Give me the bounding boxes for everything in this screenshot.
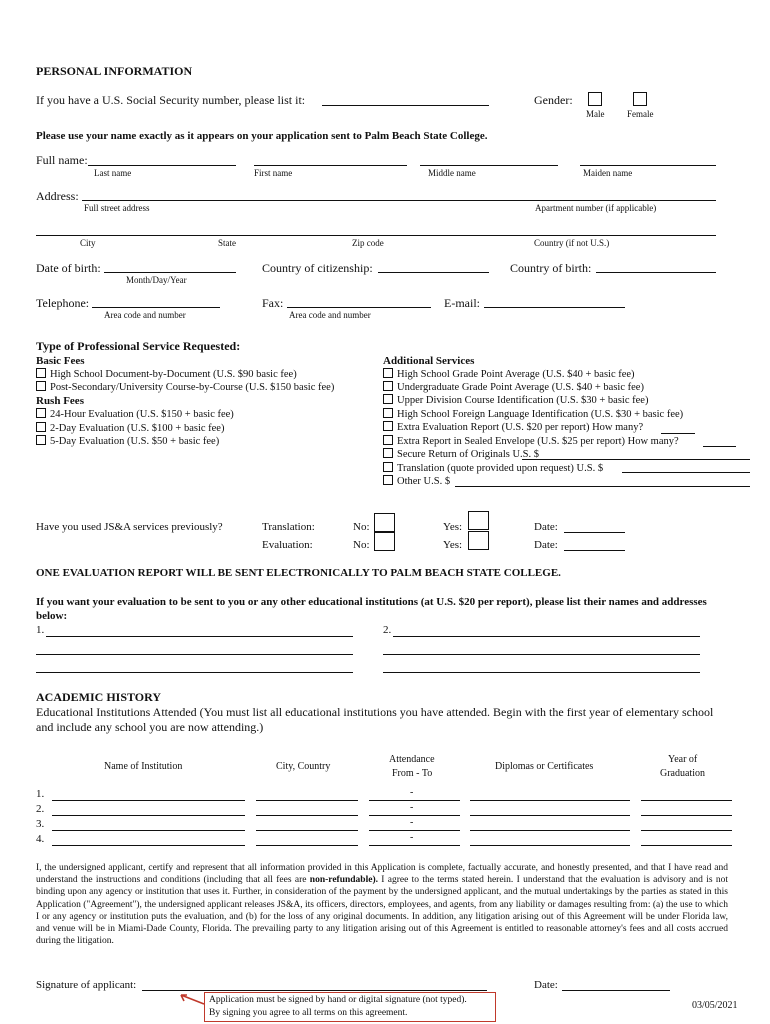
additional-option-7[interactable] — [383, 448, 539, 460]
recipient-1-line-2[interactable] — [36, 654, 353, 655]
recipient-1-line-1[interactable] — [46, 636, 353, 637]
address-label: Address: — [36, 189, 79, 203]
agreement-part-2: I agree to the terms stated herein. I understand that the evaluation is advisory and is not binding upon any agency or institution that uses it. Further, in consideration of the payment by the undersigned applicant, and the mutual undertakings by the parties as stated in this Application ("Agreement"), the undersigned applicant releases JS&A, its officers, directors, employees, and agents, from any liability or damages resulting from: (a) the use to which I or any agency or institution puts the evaluation, and (b) for the loss of any original documents. In addition, any litigation arising out of this Agreement will be under Florida law, and venue will be in Miami-Dade County, Florida. The prevailing party to any litigation arising out of this Agreement is entitled to reasonable attorney's fees and all costs accrued during the litigation. — [36, 875, 729, 947]
checkbox-icon[interactable] — [36, 408, 46, 418]
option-label: Undergraduate Grade Point Average (U.S. $40 + basic fee) — [397, 382, 644, 393]
last-name-hint: Last name — [94, 168, 132, 178]
city-country-field[interactable] — [256, 845, 358, 846]
option-label: 5-Day Evaluation (U.S. $50 + basic fee) — [50, 436, 220, 447]
checkbox-icon[interactable] — [383, 368, 393, 378]
email-field[interactable] — [484, 307, 625, 308]
attendance-dash: - — [410, 802, 414, 813]
maiden-name-hint: Maiden name — [583, 168, 633, 178]
col-diplomas: Diplomas or Certificates — [495, 761, 594, 772]
option-label: High School Foreign Language Identification (U.S. $30 + basic fee) — [397, 409, 684, 420]
option-label: 2-Day Evaluation (U.S. $100 + basic fee) — [50, 423, 225, 434]
graduation-year-field[interactable] — [641, 845, 732, 846]
academic-row-number: 1. — [36, 788, 45, 800]
option-label: Secure Return of Originals U.S. $ — [397, 449, 540, 460]
signature-note — [204, 992, 496, 1022]
option-label: Translation (quote provided upon request) U.S. $ — [397, 463, 604, 474]
checkbox-icon[interactable] — [383, 462, 393, 472]
phone-hint: Area code and number — [104, 310, 186, 320]
street-field[interactable] — [82, 200, 716, 201]
checkbox-icon[interactable] — [383, 421, 393, 431]
maiden-name-field[interactable] — [580, 165, 716, 166]
arrow-icon — [176, 992, 206, 1008]
graduation-year-field[interactable] — [641, 830, 732, 831]
services-heading: Type of Professional Service Requested: — [36, 339, 241, 353]
institution-field[interactable] — [52, 830, 245, 831]
col-institution: Name of Institution — [104, 761, 183, 772]
agreement-text — [36, 862, 728, 947]
academic-heading: ACADEMIC HISTORY — [36, 690, 162, 704]
translation-no-checkbox[interactable] — [374, 513, 395, 532]
additional-option-9[interactable] — [383, 475, 450, 487]
col-year: Year of — [668, 754, 698, 765]
academic-row-number: 3. — [36, 818, 45, 830]
checkbox-icon[interactable] — [36, 381, 46, 391]
sealed-report-count-field[interactable] — [703, 446, 736, 447]
additional-option-4[interactable] — [383, 408, 683, 420]
first-name-hint: First name — [254, 168, 293, 178]
academic-intro: Educational Institutions Attended (You must list all educational institutions you have attended. Begin with the first year of elementary school and include any school you are now attending.) — [36, 705, 714, 734]
ssn-field[interactable] — [322, 105, 489, 106]
checkbox-icon[interactable] — [383, 435, 393, 445]
checkbox-icon[interactable] — [36, 435, 46, 445]
country-hint: Country (if not U.S.) — [534, 238, 610, 248]
checkbox-icon[interactable] — [383, 475, 393, 485]
city-country-field[interactable] — [256, 800, 358, 801]
signature-note-line-1: Application must be signed by hand or digital signature (not typed). — [209, 995, 467, 1005]
checkbox-icon[interactable] — [383, 381, 393, 391]
institution-field[interactable] — [52, 845, 245, 846]
email-label: E-mail: — [444, 296, 480, 310]
recipient-2-line-2[interactable] — [383, 654, 700, 655]
form-version-date: 03/05/2021 — [692, 1000, 738, 1011]
birth-country-field[interactable] — [596, 272, 716, 273]
diploma-field[interactable] — [470, 845, 630, 846]
option-label: High School Grade Point Average (U.S. $40 + basic fee) — [397, 369, 635, 380]
option-label: Other U.S. $ — [397, 476, 451, 487]
rush-fees-heading: Rush Fees — [36, 395, 84, 407]
translation-label: Translation: — [262, 521, 315, 533]
diploma-field[interactable] — [470, 815, 630, 816]
recipient-2-line-1[interactable] — [393, 636, 700, 637]
signature-date-label: Date: — [534, 979, 558, 991]
translation-yes-checkbox[interactable] — [468, 511, 489, 530]
attendance-field[interactable] — [369, 830, 460, 831]
first-name-field[interactable] — [254, 165, 407, 166]
option-label: Extra Evaluation Report (U.S. $20 per report) How many? — [397, 422, 644, 433]
fullname-label: Full name: — [36, 153, 88, 167]
street-hint: Full street address — [84, 203, 150, 213]
phone-field[interactable] — [92, 307, 220, 308]
additional-option-3[interactable] — [383, 394, 648, 406]
translation-no-label: No: — [353, 521, 370, 533]
evaluation-yes-checkbox[interactable] — [468, 531, 489, 550]
personal-heading: PERSONAL INFORMATION — [36, 64, 193, 78]
col-city-country: City, Country — [276, 761, 331, 772]
basic-option-2[interactable] — [36, 381, 334, 393]
evaluation-no-label: No: — [353, 539, 370, 551]
checkbox-icon[interactable] — [383, 448, 393, 458]
col-attendance: Attendance — [389, 754, 435, 765]
additional-option-2[interactable] — [383, 381, 644, 393]
checkbox-icon[interactable] — [36, 368, 46, 378]
electronic-notice: ONE EVALUATION REPORT WILL BE SENT ELECTRONICALLY TO PALM BEACH STATE COLLEGE. — [36, 567, 561, 579]
dob-field[interactable] — [104, 272, 236, 273]
fax-label: Fax: — [262, 296, 284, 310]
additional-option-6[interactable] — [383, 435, 679, 447]
female-label: Female — [627, 109, 654, 119]
gender-label: Gender: — [534, 93, 573, 107]
recipient-1-line-3[interactable] — [36, 672, 353, 673]
extra-report-count-field[interactable] — [661, 433, 695, 434]
city-country-field[interactable] — [256, 815, 358, 816]
translation-amount-field[interactable] — [622, 472, 750, 473]
middle-name-field[interactable] — [420, 165, 558, 166]
dob-label: Date of birth: — [36, 261, 101, 275]
apartment-hint: Apartment number (if applicable) — [535, 203, 657, 213]
option-label: Post-Secondary/University Course-by-Course (U.S. $150 basic fee) — [50, 382, 335, 393]
return-originals-field[interactable] — [522, 459, 750, 460]
attendance-field[interactable] — [369, 815, 460, 816]
address-number-2: 2. — [383, 624, 392, 636]
attendance-field[interactable] — [369, 845, 460, 846]
state-hint: State — [218, 238, 236, 248]
dob-hint: Month/Day/Year — [126, 275, 187, 285]
middle-name-hint: Middle name — [428, 168, 476, 178]
city-hint: City — [80, 238, 96, 248]
extra-reports-instructions: If you want your evaluation to be sent to you or any other educational institutions (at U.S. $20 per report), please list their names and addresses below: — [36, 596, 707, 622]
basic-fees-heading: Basic Fees — [36, 355, 85, 367]
male-label: Male — [586, 109, 605, 119]
diploma-field[interactable] — [470, 800, 630, 801]
previous-question: Have you used JS&A services previously? — [36, 521, 223, 533]
option-label: Extra Report in Sealed Envelope (U.S. $25 per report) How many? — [397, 436, 679, 447]
rush-option-2[interactable] — [36, 422, 224, 434]
zip-hint: Zip code — [352, 238, 384, 248]
basic-option-1[interactable] — [36, 368, 297, 380]
last-name-field[interactable] — [88, 165, 236, 166]
attendance-dash: - — [410, 832, 414, 843]
evaluation-no-checkbox[interactable] — [374, 532, 395, 551]
col-graduation: Graduation — [660, 768, 705, 779]
graduation-year-field[interactable] — [641, 815, 732, 816]
translation-yes-label: Yes: — [443, 521, 463, 533]
option-label: Upper Division Course Identification (U.S. $30 + basic fee) — [397, 395, 649, 406]
evaluation-label: Evaluation: — [262, 539, 313, 551]
institution-field[interactable] — [52, 815, 245, 816]
academic-row-number: 4. — [36, 833, 45, 845]
additional-option-8[interactable] — [383, 462, 603, 474]
city-state-field[interactable] — [36, 235, 716, 236]
citizenship-field[interactable] — [378, 272, 489, 273]
female-checkbox[interactable] — [633, 92, 647, 106]
male-checkbox[interactable] — [588, 92, 602, 106]
attendance-field[interactable] — [369, 800, 460, 801]
additional-option-1[interactable] — [383, 368, 635, 380]
other-amount-field[interactable] — [455, 486, 750, 487]
city-country-field[interactable] — [256, 830, 358, 831]
checkbox-icon[interactable] — [383, 394, 393, 404]
evaluation-date-field[interactable] — [564, 550, 625, 551]
option-label: 24-Hour Evaluation (U.S. $150 + basic fee) — [50, 409, 234, 420]
option-label: High School Document-by-Document (U.S. $90 basic fee) — [50, 369, 297, 380]
attendance-dash: - — [410, 787, 414, 798]
checkbox-icon[interactable] — [383, 408, 393, 418]
rush-option-3[interactable] — [36, 435, 219, 447]
academic-row-number: 2. — [36, 803, 45, 815]
translation-date-label: Date: — [534, 521, 558, 533]
fax-hint: Area code and number — [289, 310, 371, 320]
birth-country-label: Country of birth: — [510, 261, 592, 275]
signature-label: Signature of applicant: — [36, 979, 137, 991]
attendance-dash: - — [410, 817, 414, 828]
address-number-1: 1. — [36, 624, 45, 636]
evaluation-yes-label: Yes: — [443, 539, 463, 551]
col-from-to: From - To — [392, 768, 433, 779]
checkbox-icon[interactable] — [36, 422, 46, 432]
ssn-label: If you have a U.S. Social Security number, please list it: — [36, 93, 306, 107]
citizenship-label: Country of citizenship: — [262, 261, 373, 275]
agreement-part-1: I, the undersigned applicant, certify and represent that all information provided in this Application is complete, factually accurate, and honestly presented, and that I have read and understand the instructions and conditions (including that all fees are — [36, 863, 728, 886]
fax-field[interactable] — [287, 307, 431, 308]
name-note: Please use your name exactly as it appears on your application sent to Palm Beach State College. — [36, 130, 488, 142]
additional-option-5[interactable] — [383, 421, 643, 433]
rush-option-1[interactable] — [36, 408, 234, 420]
signature-note-line-2: By signing you agree to all terms on this agreement. — [209, 1008, 408, 1018]
phone-label: Telephone: — [36, 296, 90, 310]
translation-date-field[interactable] — [564, 532, 625, 533]
institution-field[interactable] — [52, 800, 245, 801]
graduation-year-field[interactable] — [641, 800, 732, 801]
signature-field[interactable] — [142, 990, 487, 991]
evaluation-date-label: Date: — [534, 539, 558, 551]
agreement-bold: non-refundable). — [309, 875, 378, 886]
diploma-field[interactable] — [470, 830, 630, 831]
recipient-2-line-3[interactable] — [383, 672, 700, 673]
signature-date-field[interactable] — [562, 990, 670, 991]
additional-heading: Additional Services — [383, 355, 475, 367]
